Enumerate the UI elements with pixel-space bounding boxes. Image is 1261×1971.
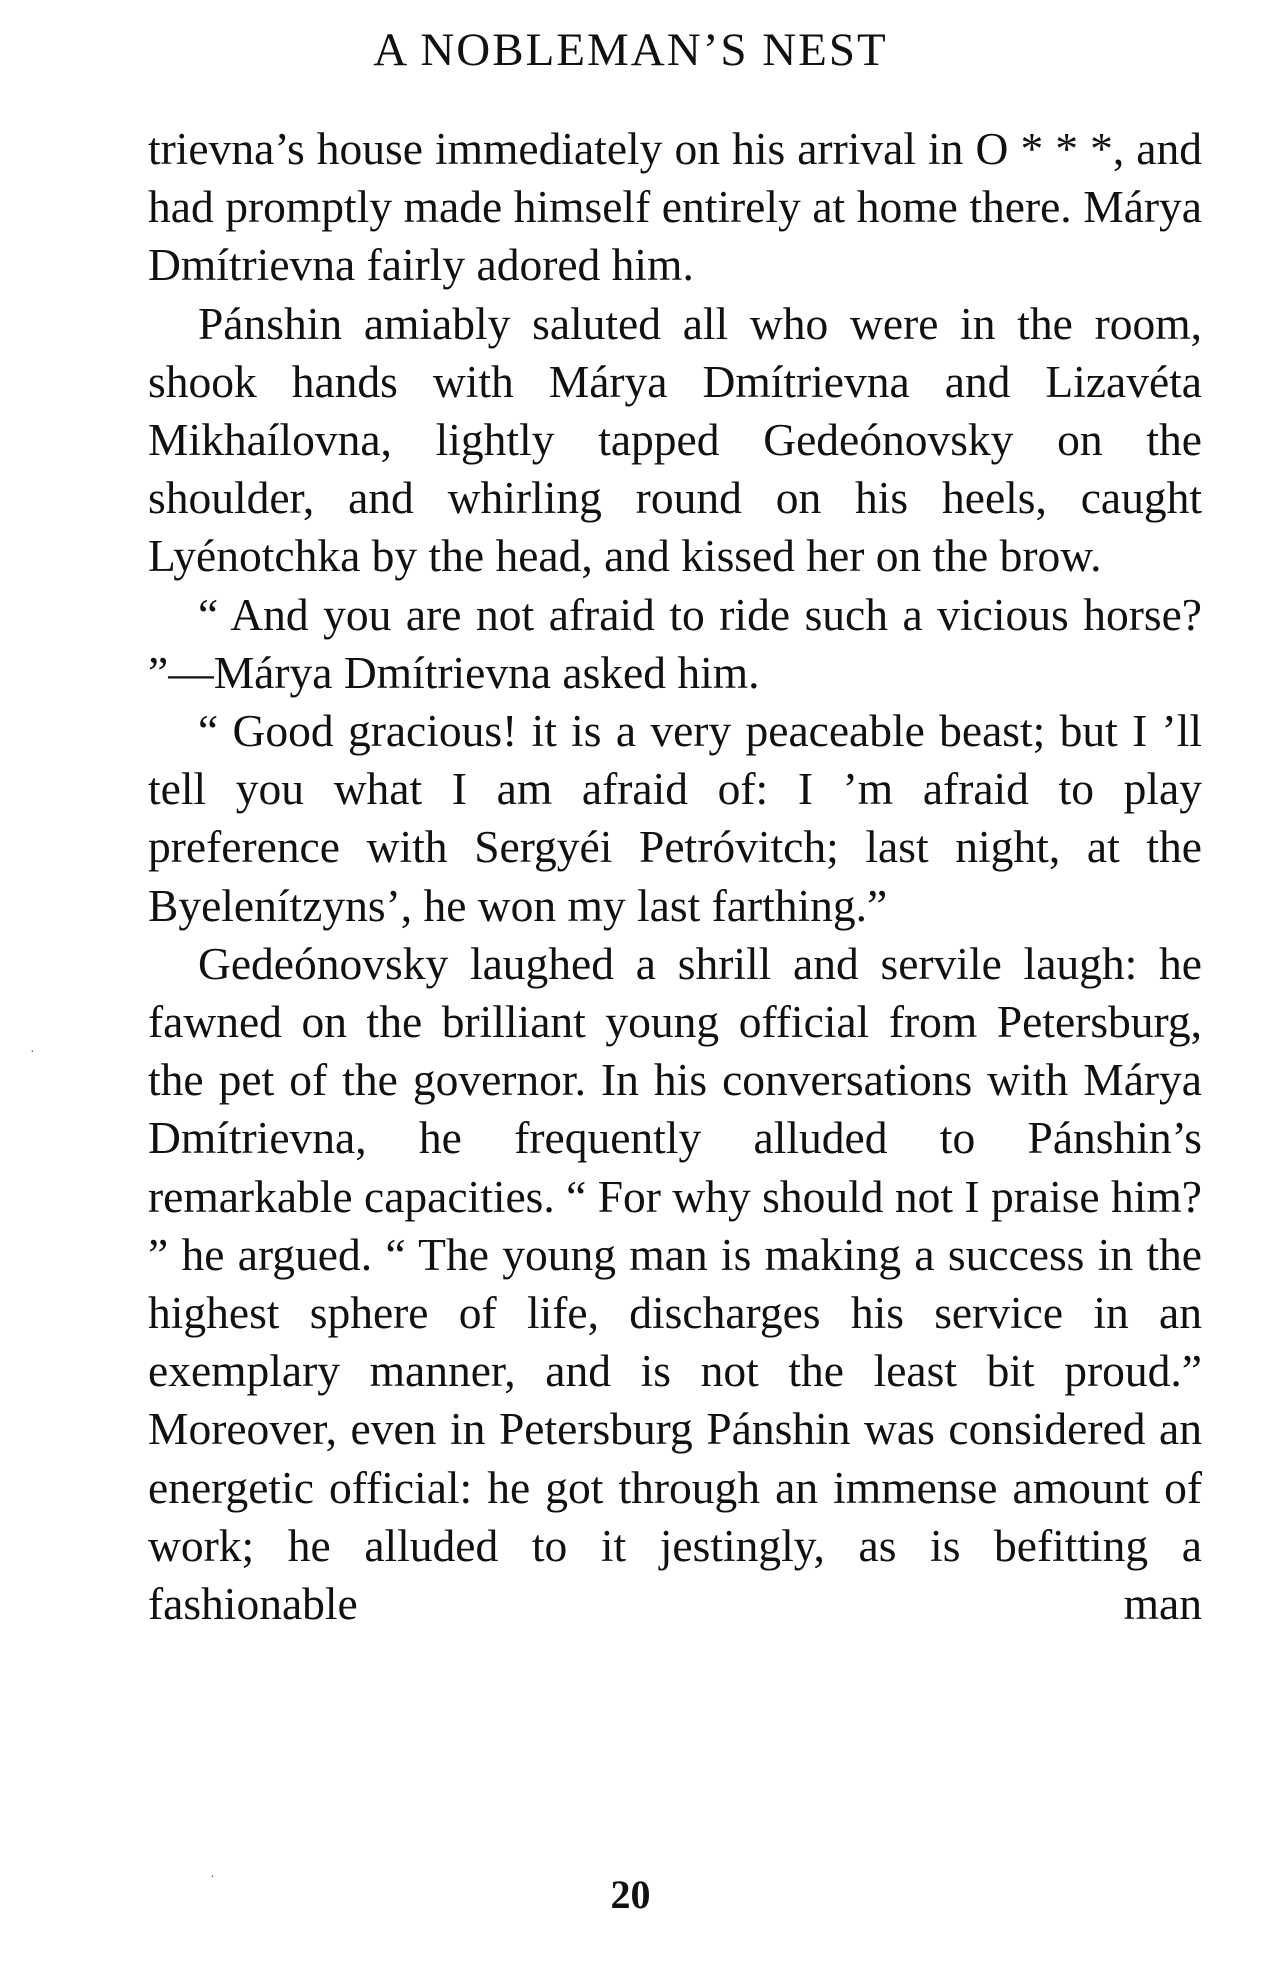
page-speck: ·: [210, 1870, 215, 1885]
page-speck: ·: [30, 1045, 35, 1060]
page-number: 20: [610, 1872, 651, 1917]
running-head-title: A NOBLEMAN’S NEST: [373, 24, 888, 76]
paragraph-panshin-greeting: Pánshin amiably saluted all who were in the room, shook hands with Márya Dmítrievna and Lizavéta Mikhaílovna, lightly tapped Gedeónovsky on the shoulder, and whirling round on his heels, caught Lyénotchka by the head, and kissed her on the brow.: [148, 297, 1202, 582]
body-text: [148, 120, 1202, 1633]
paragraph-horse-question: “ And you are not afraid to ride such a vicious horse? ”—Márya Dmítrievna asked him.: [148, 588, 1202, 698]
paragraph-continuation: trievna’s house immediately on his arrival in O * * *, and had promptly made himself entirely at home there. Márya Dmítrievna fairly adored him.: [148, 123, 1202, 291]
paragraph-gedeonovsky: Gedeónovsky laughed a shrill and servile laugh: he fawned on the brilliant young official from Petersburg, the pet of the governor. In his conversations with Márya Dmítrievna, he frequently alluded to Pánshin’s remarkable capacities. “ For why should not I praise him? ” he argued. “ The young man is making a success in the highest sphere of life, discharges his service in an exemplary manner, and is not the least bit proud.” Moreover, even in Petersburg Pánshin was considered an energetic official: he got through an immense amount of work; he alluded to it jestingly, as is befitting a fashionable man: [148, 937, 1202, 1630]
paragraph-panshin-reply: “ Good gracious! it is a very peaceable beast; but I ’ll tell you what I am afraid of: I ’m afraid to play preference with Sergyéi Petróvitch; last night, at the Byelenítzyns’, he won my last farthing.”: [148, 705, 1202, 931]
